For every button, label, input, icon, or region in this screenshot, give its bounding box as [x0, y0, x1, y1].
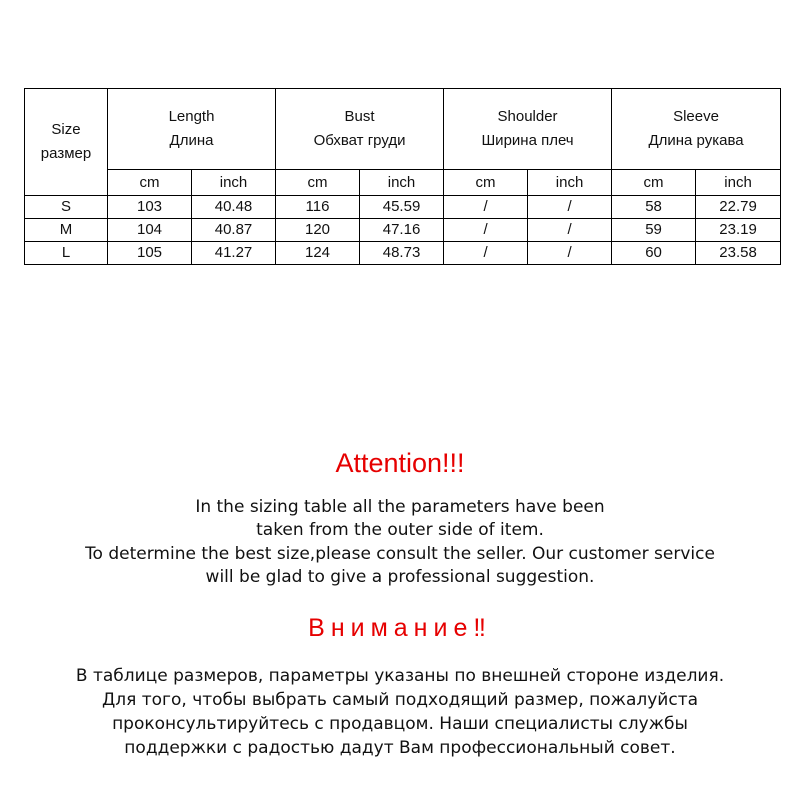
length-header — [108, 89, 276, 170]
length-header-en: Length — [168, 108, 215, 125]
table-cell: 23.19 — [696, 219, 781, 242]
table-cell: 47.16 — [360, 219, 444, 242]
header-row — [25, 89, 781, 170]
size-cell: S — [25, 196, 108, 219]
table-cell: / — [528, 196, 612, 219]
notice-line: поддержки с радостью дадут Вам профессиональный совет. — [124, 738, 676, 758]
table-cell: 45.59 — [360, 196, 444, 219]
table-cell: 120 — [276, 219, 360, 242]
notice-line: In the sizing table all the parameters have been — [195, 497, 605, 517]
table-cell: / — [444, 219, 528, 242]
table-cell: 41.27 — [192, 242, 276, 265]
attention-heading-en: Attention!!! — [335, 448, 465, 478]
bust-header-ru: Обхват груди — [313, 132, 406, 149]
notice-line: проконсультируйтесь с продавцом. Наши специалисты службы — [112, 714, 688, 734]
table-cell: 48.73 — [360, 242, 444, 265]
table-cell: 104 — [108, 219, 192, 242]
unit-cell: inch — [696, 170, 781, 196]
table-cell: / — [444, 242, 528, 265]
size-header-en: Size — [51, 121, 81, 138]
notice-paragraph-ru — [0, 664, 800, 760]
attention-heading-ru: Внимание‼ — [308, 614, 492, 642]
notice-line: will be glad to give a professional suggestion. — [205, 567, 595, 587]
table-cell: 60 — [612, 242, 696, 265]
table-cell: 59 — [612, 219, 696, 242]
size-header — [25, 89, 108, 196]
sleeve-header — [612, 89, 781, 170]
table-row-s — [25, 196, 781, 219]
table-row-m — [25, 219, 781, 242]
notice-paragraph-en-1 — [0, 496, 800, 542]
units-row — [25, 170, 781, 196]
sleeve-header-en: Sleeve — [673, 108, 719, 125]
table-cell: 103 — [108, 196, 192, 219]
table-cell: 40.87 — [192, 219, 276, 242]
unit-cell: cm — [612, 170, 696, 196]
table-row-l — [25, 242, 781, 265]
size-cell: M — [25, 219, 108, 242]
unit-cell: cm — [444, 170, 528, 196]
table-cell: 105 — [108, 242, 192, 265]
unit-cell: inch — [360, 170, 444, 196]
unit-cell: cm — [276, 170, 360, 196]
shoulder-header-en: Shoulder — [497, 108, 558, 125]
table-cell: / — [444, 196, 528, 219]
unit-cell: inch — [192, 170, 276, 196]
shoulder-header — [444, 89, 612, 170]
table-cell: 22.79 — [696, 196, 781, 219]
size-cell: L — [25, 242, 108, 265]
table-cell: / — [528, 242, 612, 265]
length-header-ru: Длина — [169, 132, 214, 149]
size-header-ru: размер — [40, 145, 92, 162]
unit-cell: cm — [108, 170, 192, 196]
notice-line: В таблице размеров, параметры указаны по внешней стороне изделия. — [75, 666, 725, 686]
notice-line: taken from the outer side of item. — [256, 520, 544, 540]
table-cell: / — [528, 219, 612, 242]
table-cell: 124 — [276, 242, 360, 265]
sleeve-header-ru: Длина рукава — [648, 132, 744, 149]
table-cell: 116 — [276, 196, 360, 219]
unit-cell: inch — [528, 170, 612, 196]
bust-header — [276, 89, 444, 170]
notice-line: Для того, чтобы выбрать самый подходящий размер, пожалуйста — [101, 690, 699, 710]
table-cell: 40.48 — [192, 196, 276, 219]
bust-header-en: Bust — [344, 108, 375, 125]
table-cell: 58 — [612, 196, 696, 219]
size-table — [24, 88, 781, 265]
notice-paragraph-en-2 — [0, 543, 800, 589]
shoulder-header-ru: Ширина плеч — [481, 132, 574, 149]
table-cell: 23.58 — [696, 242, 781, 265]
notice-line: To determine the best size,please consult the seller. Our customer service — [85, 544, 715, 564]
